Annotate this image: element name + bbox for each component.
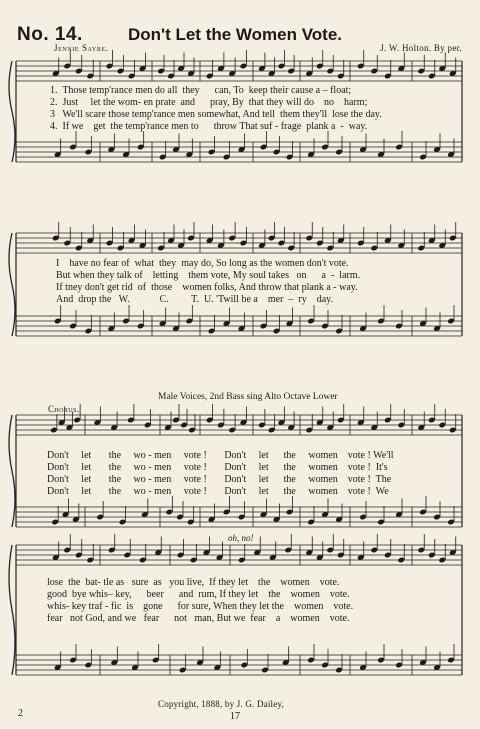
performance-note: Male Voices, 2nd Bass sing Alto Octave Lower bbox=[158, 392, 338, 402]
verse-line-1-v2: 2. Just let the wom- en prate and pray, By that they will do no harm; bbox=[50, 97, 368, 108]
verse-line-2-v4: And drop the W. C. T. U. 'Twill be a mer – ry day. bbox=[56, 294, 333, 305]
chorus-line-1-v2: Don't let the wo - men vote ! Don't let the women vote ! It's bbox=[47, 462, 388, 473]
verse-line-1-v3: 3 We'll scare those temp'rance men somewhat, And tell them they'll lose the day. bbox=[50, 109, 382, 120]
hymn-title: Don't Let the Women Vote. bbox=[128, 25, 343, 44]
verse-line-1-v4: 4. If we get the temp'rance men to throw That suf - frage plank a - way. bbox=[50, 121, 368, 132]
chorus-line-1-v3: Don't let the wo - men vote ! Don't let the women vote ! The bbox=[47, 474, 392, 485]
verse-line-2-v2: But when they talk of letting them vote, My soul takes on a - larm. bbox=[56, 270, 361, 281]
oh-no-annotation: oh, no! bbox=[228, 533, 254, 543]
chorus-line-2-v2: good bye whis– key, beer and rum, If they let the women vote. bbox=[47, 589, 350, 600]
chorus-label: Chorus. bbox=[48, 404, 80, 414]
page-number-right: 17 bbox=[230, 711, 240, 722]
verse-line-2-v3: If tney don't get rid of those women folks, And throw that plank a - way. bbox=[56, 282, 358, 293]
verse-line-2-v1: I have no fear of what they may do, So long as the women don't vote. bbox=[56, 258, 349, 269]
staff-system-1 bbox=[0, 55, 480, 220]
page-number-left: 2 bbox=[18, 708, 23, 719]
chorus-line-1-v4: Don't let the wo - men vote ! Don't let the women vote ! We bbox=[47, 486, 389, 497]
chorus-line-2-v3: whis- key traf - fic is gone for sure, When they let the women vote. bbox=[47, 601, 354, 612]
copyright-notice: Copyright, 1888, by J. G. Dailey, bbox=[158, 699, 285, 709]
composer-credit: J. W. Holton. By per. bbox=[380, 43, 462, 53]
chorus-line-2-v4: fear not God, and we fear not man, But we fear a women vote. bbox=[47, 613, 350, 624]
chorus-line-2-v1: lose the bat- tle as sure as you live, If they let the women vote. bbox=[47, 577, 340, 588]
hymn-number: No. 14. bbox=[17, 24, 83, 45]
chorus-line-1-v1: Don't let the wo - men vote ! Don't let the women vote ! We'll bbox=[47, 450, 394, 461]
staff-system-2 bbox=[0, 228, 480, 393]
lyricist-credit: Jennie Sayre. bbox=[54, 43, 109, 53]
verse-line-1-v1: 1. Those temp'rance men do all they can, To keep their cause a – float; bbox=[50, 85, 352, 96]
